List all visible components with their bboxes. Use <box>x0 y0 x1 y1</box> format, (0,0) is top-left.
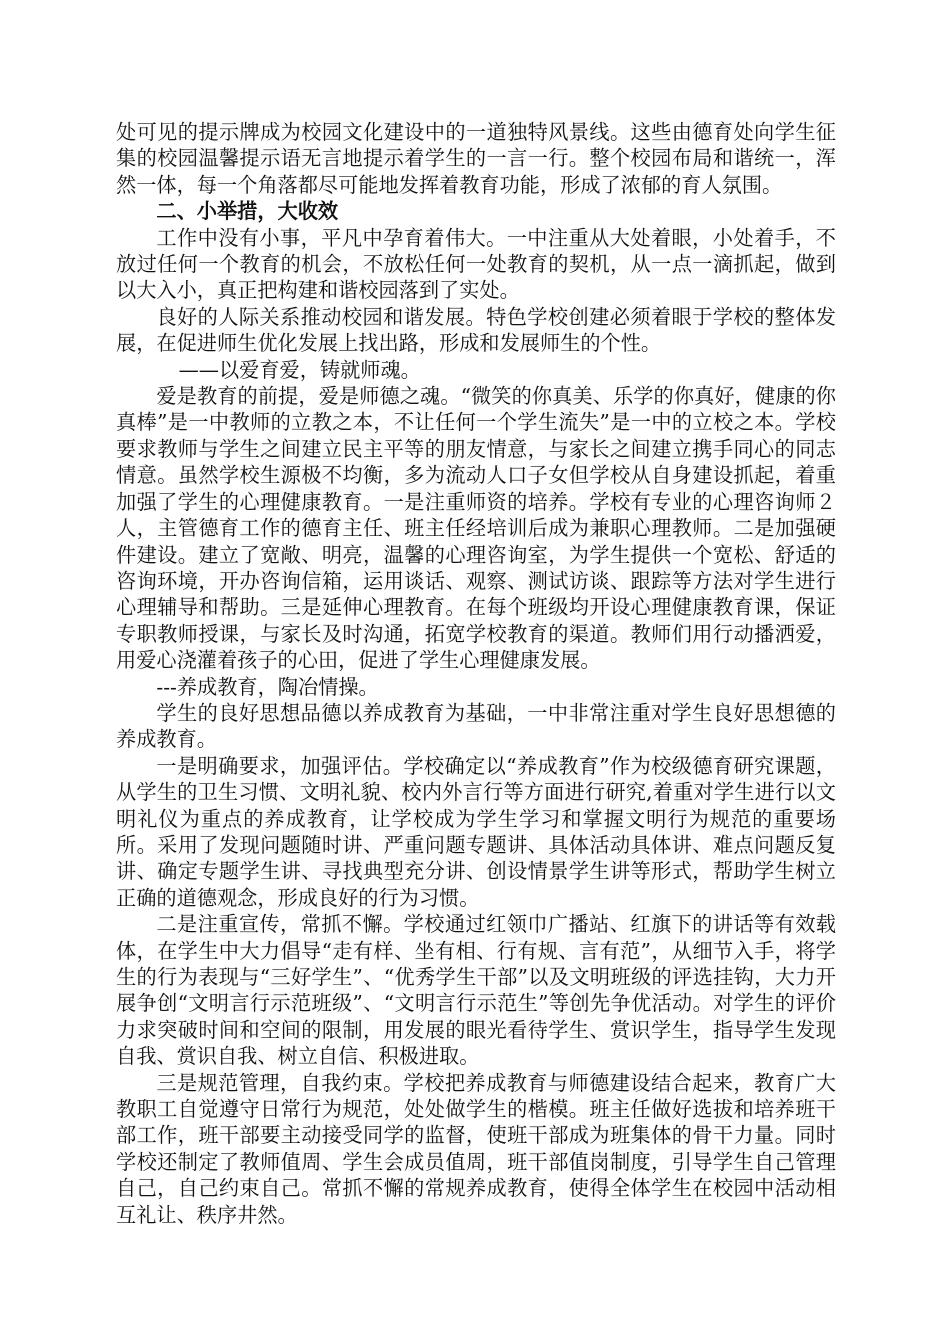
section-heading-small-measures: 二、小举措，大收效 <box>156 199 339 224</box>
paragraph-second-publicity: 二是注重宣传，常抓不懈。学校通过红领巾广播站、红旗下的讲话等有效载体，在学生中大力倡导“走有样、坐有相、行有规、言有范”，从细节入手，将学生的行为表现与“三好学生”、“优秀学生干部”以及文明班级的评选挂钩，大力开展争创“文明言行示范班级”、“文明言行示范生”等创先争优活动。对学生的评价力求突破时间和空间的限制，用发展的眼光看待学生、赏识学生，指导学生发现自我、赏识自我、树立自信、积极进取。 <box>116 912 836 1069</box>
paragraph-campus-signs: 处可见的提示牌成为校园文化建设中的一道独特风景线。这些由德育处向学生征集的校园温馨提示语无言地提示着学生的一言一行。整个校园布局和谐统一，浑然一体，每一个角落都尽可能地发挥着教育功能，形成了浓郁的育人氛围。 <box>116 120 836 197</box>
paragraph-no-small-matters: 工作中没有小事，平凡中孕育着伟大。一中注重从大处着眼，小处着手，不放过任何一个教育的机会，不放松任何一处教育的契机，从一点一滴抓起，做到以大入小，真正把构建和谐校园落到了实处。 <box>116 225 836 303</box>
paragraph-third-management: 三是规范管理，自我约束。学校把养成教育与师德建设结合起来，教育广大教职工自觉遵守日常行为规范，处处做学生的楷模。班主任做好选拔和培养班干部工作，班干部要主动接受同学的监督，使班干部成为班集体的骨干力量。同时学校还制定了教师值周、学生会成员值周，班干部值岗制度，引导学生自己管理自己，自己约束自己。常抓不懈的常规养成教育，使得全体学生在校园中活动相互礼让、秩序井然。 <box>116 1070 836 1227</box>
paragraph-first-requirements: 一是明确要求，加强评估。学校确定以“养成教育”作为校级德育研究课题，从学生的卫生习惯、文明礼貌、校内外言行等方面进行研究,着重对学生进行以文明礼仪为重点的养成教育，让学校成为学生学习和掌握文明行为规范的重要场所。采用了发现问题随时讲、严重问题专题讲、具体活动具体讲、难点问题反复讲、确定专题学生讲、寻找典型充分讲、创设情景学生讲等形式，帮助学生树立正确的道德观念，形成良好的行为习惯。 <box>116 753 836 910</box>
subheading-love-education: ——以爱育爱，铸就师魂。 <box>178 357 421 382</box>
paragraph-love-teacher-ethics: 爱是教育的前提，爱是师德之魂。“微笑的你真美、乐学的你真好，健康的你真棒”是一中教师的立教之本，不让任何一个学生流失”是一中的立校之本。学校要求教师与学生之间建立民主平等的朋友情意，与家长之间建立携手同心的同志情意。虽然学校生源极不均衡，多为流动人口子女但学校从自身建设抓起，着重加强了学生的心理健康教育。一是注重师资的培养。学校有专业的心理咨询师２人，主管德育工作的德育主任、班主任经培训后成为兼职心理教师。二是加强硬件建设。建立了宽敞、明亮，温馨的心理咨询室，为学生提供一个宽松、舒适的咨询环境，开办咨询信箱，运用谈话、观察、测试访谈、跟踪等方法对学生进行心理辅导和帮助。三是延伸心理教育。在每个班级均开设心理健康教育课，保证专职教师授课，与家长及时沟通，拓宽学校教育的渠道。教师们用行动播洒爱，用爱心浇灌着孩子的心田，促进了学生心理健康发展。 <box>116 384 836 673</box>
document-page <box>116 119 836 1228</box>
subheading-habit-education: ---养成教育，陶冶情操。 <box>156 674 379 699</box>
paragraph-habit-foundation: 学生的良好思想品德以养成教育为基础，一中非常注重对学生良好思想德的养成教育。 <box>116 700 836 752</box>
paragraph-interpersonal-relations: 良好的人际关系推动校园和谐发展。特色学校创建必须着眼于学校的整体发展，在促进师生优化发展上找出路，形成和发展师生的个性。 <box>116 304 836 356</box>
